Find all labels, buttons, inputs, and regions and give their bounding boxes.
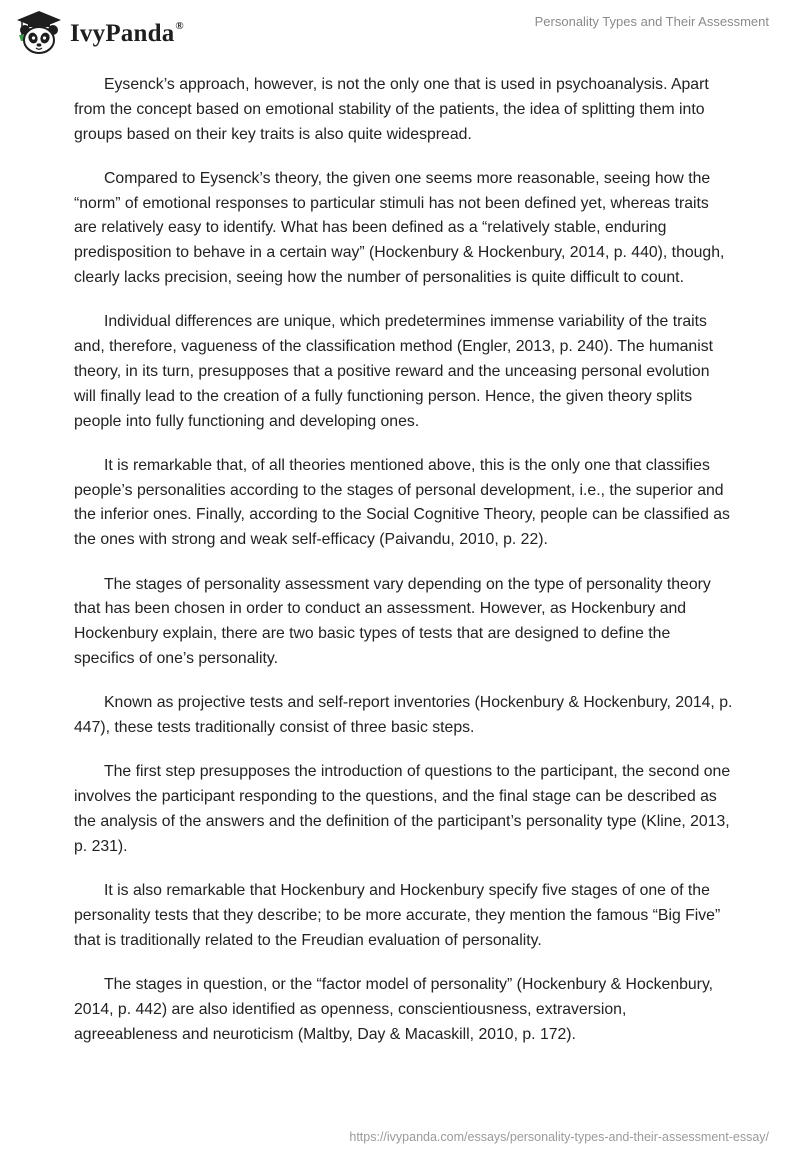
paragraph-8: It is also remarkable that Hockenbury and Hockenbury specify five stages of one of the personality tests that they describe; to be more accurate, they mention the famous “Big Five” that is traditionally related to the Freudian evaluation of personality. — [74, 882, 721, 949]
source-url-link[interactable]: https://ivypanda.com/essays/personality-types-and-their-assessment-essay/ — [349, 1130, 769, 1144]
registered-mark: ® — [175, 20, 184, 32]
paragraph-6: Known as projective tests and self-report inventories (Hockenbury & Hockenbury, 2014, p. 447), these tests traditionally consist of three basic steps. — [74, 694, 733, 737]
document-title: Personality Types and Their Assessment — [534, 14, 769, 29]
paragraph-9: The stages in question, or the “factor model of personality” (Hockenbury & Hockenbury, 2014, p. 442) are also identified as openness, conscientiousness, extraversion, agreeableness and neuroticism (Maltby, Day & Macaskill, 2010, p. 172). — [74, 975, 714, 1043]
paragraph-4: It is remarkable that, of all theories mentioned above, this is the only one that classifies people’s personalities according to the stages of personal development, i.e., the superior and the inferior ones. Finally, according to the Social Cognitive Theory, people can be classified as the ones with strong and weak self-efficacy (Paivandu, 2010, p. 22). — [74, 456, 730, 549]
paragraph-7: The first step presupposes the introduction of questions to the participant, the second one involves the participant responding to the questions, and the final stage can be described as the analysis of the answers and the definition of the participant’s personality type (Kline, 2013, p. 231). — [74, 763, 731, 855]
paragraph-2: Compared to Eysenck’s theory, the given one seems more reasonable, seeing how the “norm” of emotional responses to particular stimuli has not been defined yet, whereas traits are relatively easy to identify. What has been defined as a “relatively stable, enduring predisposition to behave in a certain way” (Hockenbury & Hockenbury, 2014, p. 440), though, clearly lacks precision, seeing how the number of personalities is quite difficult to count. — [74, 169, 725, 287]
paragraph-5: The stages of personality assessment vary depending on the type of personality theory that has been chosen in order to conduct an assessment. However, as Hockenbury and Hockenbury explain, there are two basic types of tests that are designed to define the specifics of one’s personality. — [74, 575, 711, 667]
panda-graduate-logo-icon — [14, 8, 64, 58]
brand-logo[interactable] — [14, 8, 184, 58]
essay-body — [74, 73, 734, 1067]
brand-name: IvyPanda® — [70, 20, 184, 47]
page-header — [0, 0, 800, 70]
paragraph-1: Eysenck’s approach, however, is not the only one that is used in psychoanalysis. Apart from the concept based on emotional stability of the patients, the idea of splitting them into groups based on their key traits is also quite widespread. — [74, 76, 709, 143]
paragraph-3: Individual differences are unique, which predetermines immense variability of the traits and, therefore, vagueness of the classification method (Engler, 2013, p. 240). The humanist theory, in its turn, presupposes that a positive reward and the unceasing personal evolution will finally lead to the creation of a fully functioning person. Hence, the given theory splits people into fully functioning and developing ones. — [74, 313, 713, 430]
